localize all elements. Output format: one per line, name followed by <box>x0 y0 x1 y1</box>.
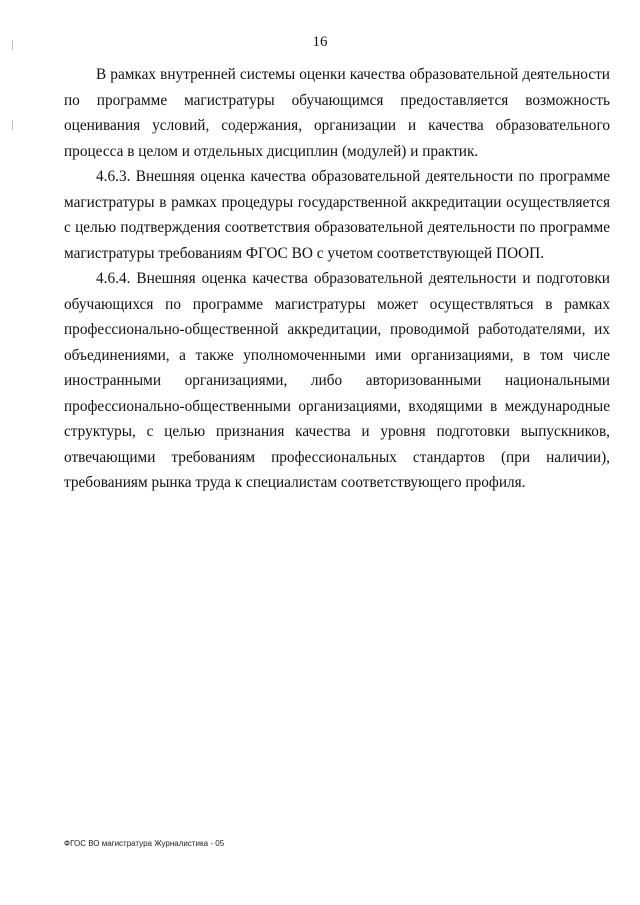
paragraph-4-6-3: 4.6.3. Внешняя оценка качества образовательной деятельности по программе магистратуры в рамках процедуры государственной аккредитации осуществляется с целью подтверждения соответствия образовательной деятельности по программе магистратуры требованиям ФГОС ВО с учетом соответствующей ПООП. <box>64 168 610 262</box>
page-number: 16 <box>312 34 328 50</box>
body-text <box>64 62 610 496</box>
page-footer: ФГОС ВО магистратура Журналистика - 05 <box>64 839 225 848</box>
scan-edge-mark <box>12 120 13 130</box>
paragraph-internal-assessment: В рамках внутренней системы оценки качества образовательной деятельности по программе магистратуры обучающимся предоставляется возможность оценивания условий, содержания, организации и качества образовательного процесса в целом и отдельных дисциплин (модулей) и практик. <box>64 66 610 160</box>
paragraph-4-6-4: 4.6.4. Внешняя оценка качества образовательной деятельности и подготовки обучающихся по программе магистратуры может осуществляться в рамках профессионально-общественной аккредитации, проводимой работодателями, их объединениями, а также уполномоченными ими организациями, в том числе иностранными организациями, либо авторизованными национальными профессионально-общественными организациями, входящими в международные структуры, с целью признания качества и уровня подготовки выпускников, отвечающими требованиям профессиональных стандартов (при наличии), требованиям рынка труда к специалистам соответствующего профиля. <box>64 270 610 491</box>
